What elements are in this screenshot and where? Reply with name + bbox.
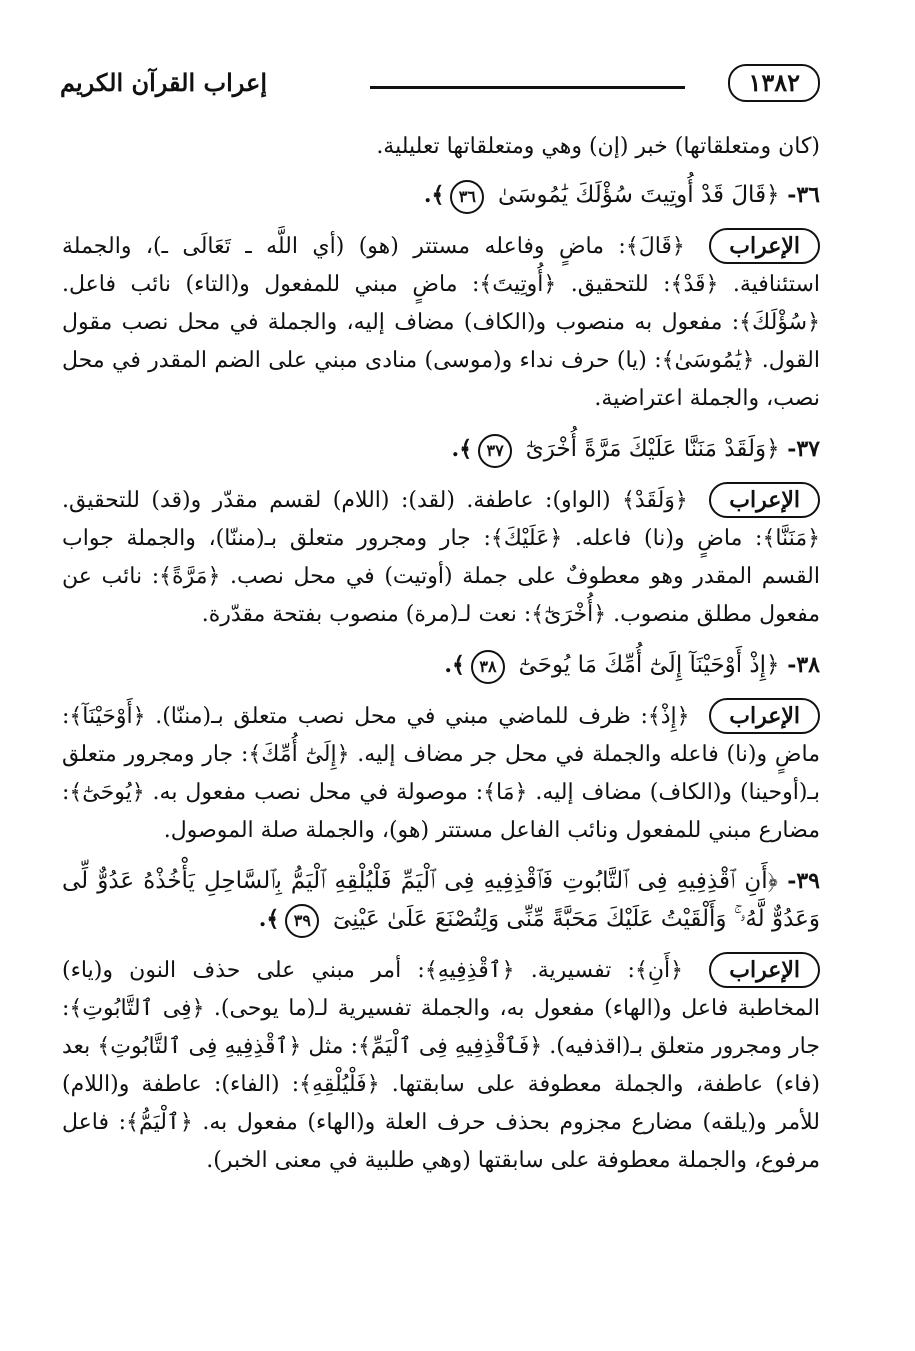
verse-end: ﴾. bbox=[444, 652, 465, 678]
verse-number: ٣٧- bbox=[787, 436, 820, 462]
verse-text: ﴿أَنِ ٱقْذِفِيهِ فِى ٱلتَّابُوتِ فَٱقْذِفِيهِ فِى ٱلْيَمِّ فَلْيُلْقِهِ ٱلْيَمُّ بِٱلسَّاحِلِ يَأْخُذْهُ عَدُوٌّ لِّى وَعَدُوٌّ لَّهُۥ ۚ وَأَلْقَيْتُ عَلَيْكَ مَحَبَّةً مِّنِّى وَلِتُصْنَعَ عَلَىٰ عَيْنِىٓ bbox=[62, 868, 820, 932]
page-content bbox=[62, 128, 820, 1192]
analysis-text: ﴿وَلَقَدْ﴾ (الواو): عاطفة. (لقد): (اللام) لقسم مقدّر و(قد) للتحقيق. ﴿مَنَنَّا﴾: ماضٍ و(نا) فاعله. ﴿عَلَيْكَ﴾: جار ومجرور متعلق بـ(مننّا)، والجملة جواب القسم المقدر وهو معطوفٌ على جملة (أوتيت) في محل نصب. ﴿مَرَّةً﴾: نائب عن مفعول مطلق منصوب. ﴿أُخْرَىٰٓ﴾: نعت لـ(مرة) منصوب بفتحة مقدّرة. bbox=[62, 488, 820, 627]
analysis-text: ﴿أَنِ﴾: تفسيرية. ﴿ٱقْذِفِيهِ﴾: أمر مبني على حذف النون و(ياء) المخاطبة فاعل و(الهاء) مفعول به، والجملة تفسيرية لـ(ما يوحى). ﴿فِى ٱلتَّابُوتِ﴾: جار ومجرور متعلق بـ(اقذفيه). ﴿فَٱقْذِفِيهِ فِى ٱلْيَمِّ﴾: مثل ﴿ٱقْذِفِيهِ فِى ٱلتَّابُوتِ﴾ بعد (فاء) عاطفة، والجملة معطوفة على سابقتها. ﴿فَلْيُلْقِهِ﴾: (الفاء): عاطفة و(اللام) للأمر و(يلقه) مضارع مجزوم بحذف حرف العلة و(الهاء) مفعول به. ﴿ٱلْيَمُّ﴾: فاعل مرفوع، والجملة معطوفة على سابقتها (وهي طلبية في معنى الخبر). bbox=[62, 958, 820, 1173]
page-number: ١٣٨٢ bbox=[728, 64, 820, 102]
verse-37 bbox=[62, 430, 820, 468]
irab-badge: الإعراب bbox=[709, 952, 820, 988]
verse-39 bbox=[62, 862, 820, 938]
verse-end: ﴾. bbox=[258, 906, 280, 932]
intro-paragraph: (كان ومتعلقاتها) خبر (إن) وهي ومتعلقاتها تعليلية. bbox=[376, 134, 820, 159]
ayah-number-mark: ٣٦ bbox=[450, 180, 484, 214]
verse-36 bbox=[62, 176, 820, 214]
verse-number: ٣٩- bbox=[787, 868, 820, 894]
verse-text: ﴿إِذْ أَوْحَيْنَآ إِلَىٰٓ أُمِّكَ مَا يُوحَىٰٓ bbox=[518, 652, 780, 678]
book-title: إعراب القرآن الكريم bbox=[60, 68, 267, 97]
verse-number: ٣٦- bbox=[787, 182, 820, 208]
ayah-number-mark: ٣٧ bbox=[478, 434, 512, 468]
page-header bbox=[60, 62, 820, 106]
irab-analysis-36 bbox=[62, 228, 820, 418]
verse-text: ﴿وَلَقَدْ مَنَنَّا عَلَيْكَ مَرَّةً أُخْرَىٰٓ bbox=[525, 436, 780, 462]
verse-end: ﴾. bbox=[423, 182, 445, 208]
verse-number: ٣٨- bbox=[787, 652, 820, 678]
verse-text: ﴿قَالَ قَدْ أُوتِيتَ سُؤْلَكَ يَٰمُوسَىٰ bbox=[498, 182, 780, 208]
irab-analysis-39 bbox=[62, 952, 820, 1180]
irab-analysis-38 bbox=[62, 698, 820, 850]
analysis-text: ﴿إِذْ﴾: ظرف للماضي مبني في محل نصب متعلق بـ(مننّا). ﴿أَوْحَيْنَآ﴾: ماضٍ و(نا) فاعله والجملة في محل جر مضاف إليه. ﴿إِلَىٰٓ أُمِّكَ﴾: جار ومجرور متعلق بـ(أوحينا) و(الكاف) مضاف إليه. ﴿مَا﴾: موصولة في محل نصب مفعول به. ﴿يُوحَىٰٓ﴾: مضارع مبني للمفعول ونائب الفاعل مستتر (هو)، والجملة صلة الموصول. bbox=[62, 704, 820, 843]
irab-analysis-37 bbox=[62, 482, 820, 634]
irab-badge: الإعراب bbox=[709, 482, 820, 518]
irab-badge: الإعراب bbox=[709, 228, 820, 264]
verse-38 bbox=[62, 646, 820, 684]
irab-badge: الإعراب bbox=[709, 698, 820, 734]
header-rule bbox=[370, 86, 685, 89]
ayah-number-mark: ٣٩ bbox=[285, 904, 319, 938]
ayah-number-mark: ٣٨ bbox=[471, 650, 505, 684]
verse-end: ﴾. bbox=[451, 436, 473, 462]
analysis-text: ﴿قَالَ﴾: ماضٍ وفاعله مستتر (هو) (أي اللَّه ـ تَعَالَى ـ)، والجملة استئنافية. ﴿قَدْ﴾: للتحقيق. ﴿أُوتِيتَ﴾: ماضٍ مبني للمفعول و(التاء) نائب فاعل. ﴿سُؤْلَكَ﴾: مفعول به منصوب و(الكاف) مضاف إليه، والجملة في محل نصب مقول القول. ﴿يَٰمُوسَىٰ﴾: (يا) حرف نداء و(موسى) منادى مبني على الضم المقدر في محل نصب، والجملة اعتراضية. bbox=[62, 234, 820, 411]
